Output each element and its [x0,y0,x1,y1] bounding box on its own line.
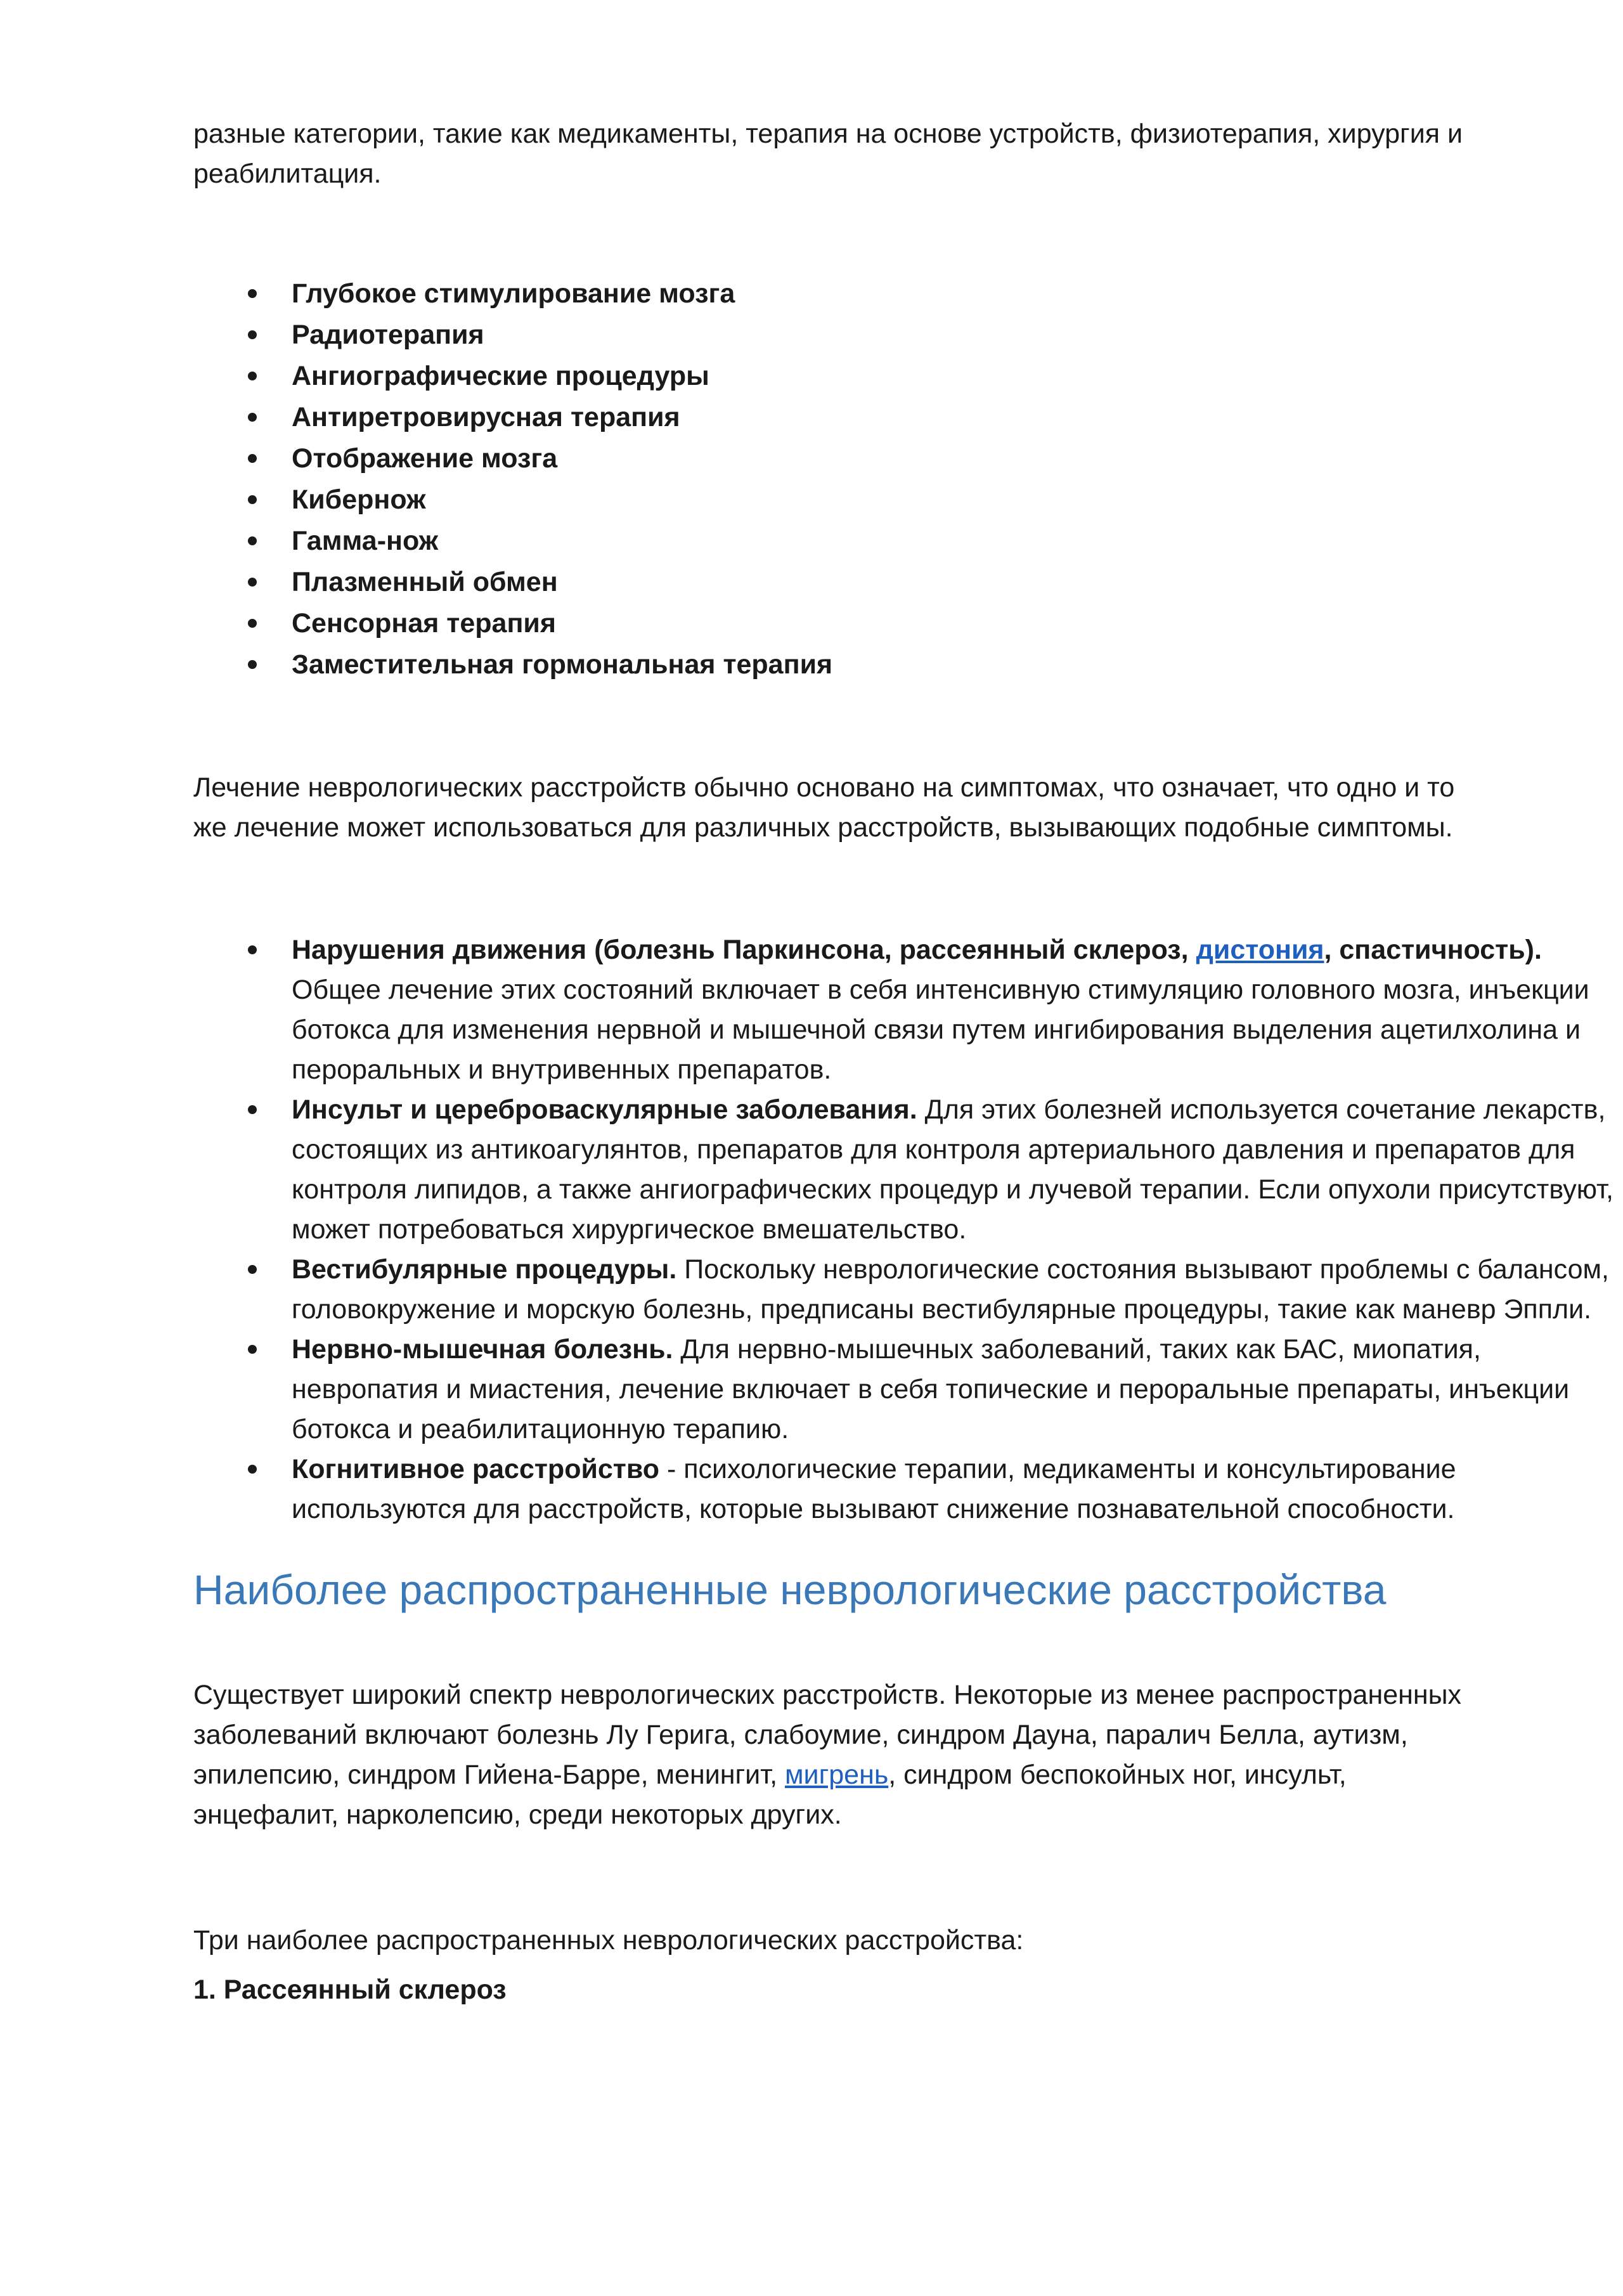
bullet-icon [248,1265,257,1274]
list-item-vestibular: Вестибулярные процедуры. Поскольку неврологические состояния вызывают проблемы с балансом, головокружение и морскую болезнь, предписаны вестибулярные процедуры, такие как маневр Эппли. [193,1250,1613,1330]
list-item: Антиретровирусная терапия [193,397,1493,438]
section-heading: Наиболее распространенные неврологические расстройства [193,1566,1387,1613]
numbered-heading: 1. Рассеянный склероз [193,1975,507,2005]
bullet-icon [248,330,257,339]
list-item: Сенсорная терапия [193,603,1493,644]
bullet-icon [248,1345,257,1354]
list-item: Радиотерапия [193,315,1493,356]
list-item: Гамма-нож [193,521,1493,562]
bullet-icon [248,578,257,587]
list-item-stroke: Инсульт и цереброваскулярные заболевания. Для этих болезней используется сочетание лекарств, состоящих из антикоагулянтов, препаратов для контроля артериального давления и препаратов для контроля липидов, а также ангиографических процедур и лучевой терапии. Если опухоли присутствуют, может потребоваться хирургическое вмешательство. [193,1090,1613,1250]
bullet-icon [248,1105,257,1114]
list-item: Глубокое стимулирование мозга [193,273,1493,315]
bullet-icon [248,413,257,422]
three-common-paragraph: Три наиболее распространенных неврологических расстройства: [193,1925,1024,1955]
list-item: Ангиографические процедуры [193,356,1493,397]
bullet-icon [248,289,257,298]
dystonia-link[interactable]: дистония [1196,935,1324,965]
bullet-icon [248,495,257,504]
migraine-link[interactable]: мигрень [784,1760,889,1790]
list-item: Кибернож [193,479,1493,521]
bullet-icon [248,619,257,628]
condition-list [193,930,1613,1529]
symptom-paragraph: Лечение неврологических расстройств обычно основано на симптомах, что означает, что одно и то же лечение может использоваться для различных расстройств, вызывающих подобные симптомы. [193,772,1455,843]
list-item-cognitive: Когнитивное расстройство - психологические терапии, медикаменты и консультирование используются для расстройств, которые вызывают снижение познавательной способности. [193,1450,1613,1529]
bullet-icon [248,372,257,380]
list-item-neuromuscular: Нервно-мышечная болезнь. Для нервно-мышечных заболеваний, таких как БАС, миопатия, невропатия и миастения, лечение включает в себя топические и пероральные препараты, инъекции ботокса и реабилитационную терапию. [193,1330,1613,1450]
bullet-icon [248,660,257,669]
bullet-icon [248,945,257,954]
list-item: Отображение мозга [193,438,1493,479]
bullet-icon [248,536,257,545]
bullet-icon [248,454,257,463]
spectrum-paragraph: Существует широкий спектр неврологических расстройств. Некоторые из менее распространенных заболеваний включают болезнь Лу Герига, слабоумие, синдром Дауна, паралич Белла, аутизм, эпилепсию, синдром Гийена-Барре, менингит, мигрень, синдром беспокойных ног, инсульт, энцефалит, нарколепсию, среди некоторых других. [193,1680,1462,1830]
document-page [193,114,1613,2010]
treatment-list [193,273,1493,685]
bullet-icon [248,1465,257,1474]
intro-paragraph: разные категории, такие как медикаменты, терапия на основе устройств, физиотерапия, хирургия и реабилитация. [193,119,1463,189]
list-item: Плазменный обмен [193,562,1493,603]
list-item-movement: Нарушения движения (болезнь Паркинсона, рассеянный склероз, дистония, спастичность). Общее лечение этих состояний включает в себя интенсивную стимуляцию головного мозга, инъекции ботокса для изменения нервной и мышечной связи путем ингибирования выделения ацетилхолина и пероральных и внутривенных препаратов. [193,930,1613,1090]
list-item: Заместительная гормональная терапия [193,644,1493,685]
